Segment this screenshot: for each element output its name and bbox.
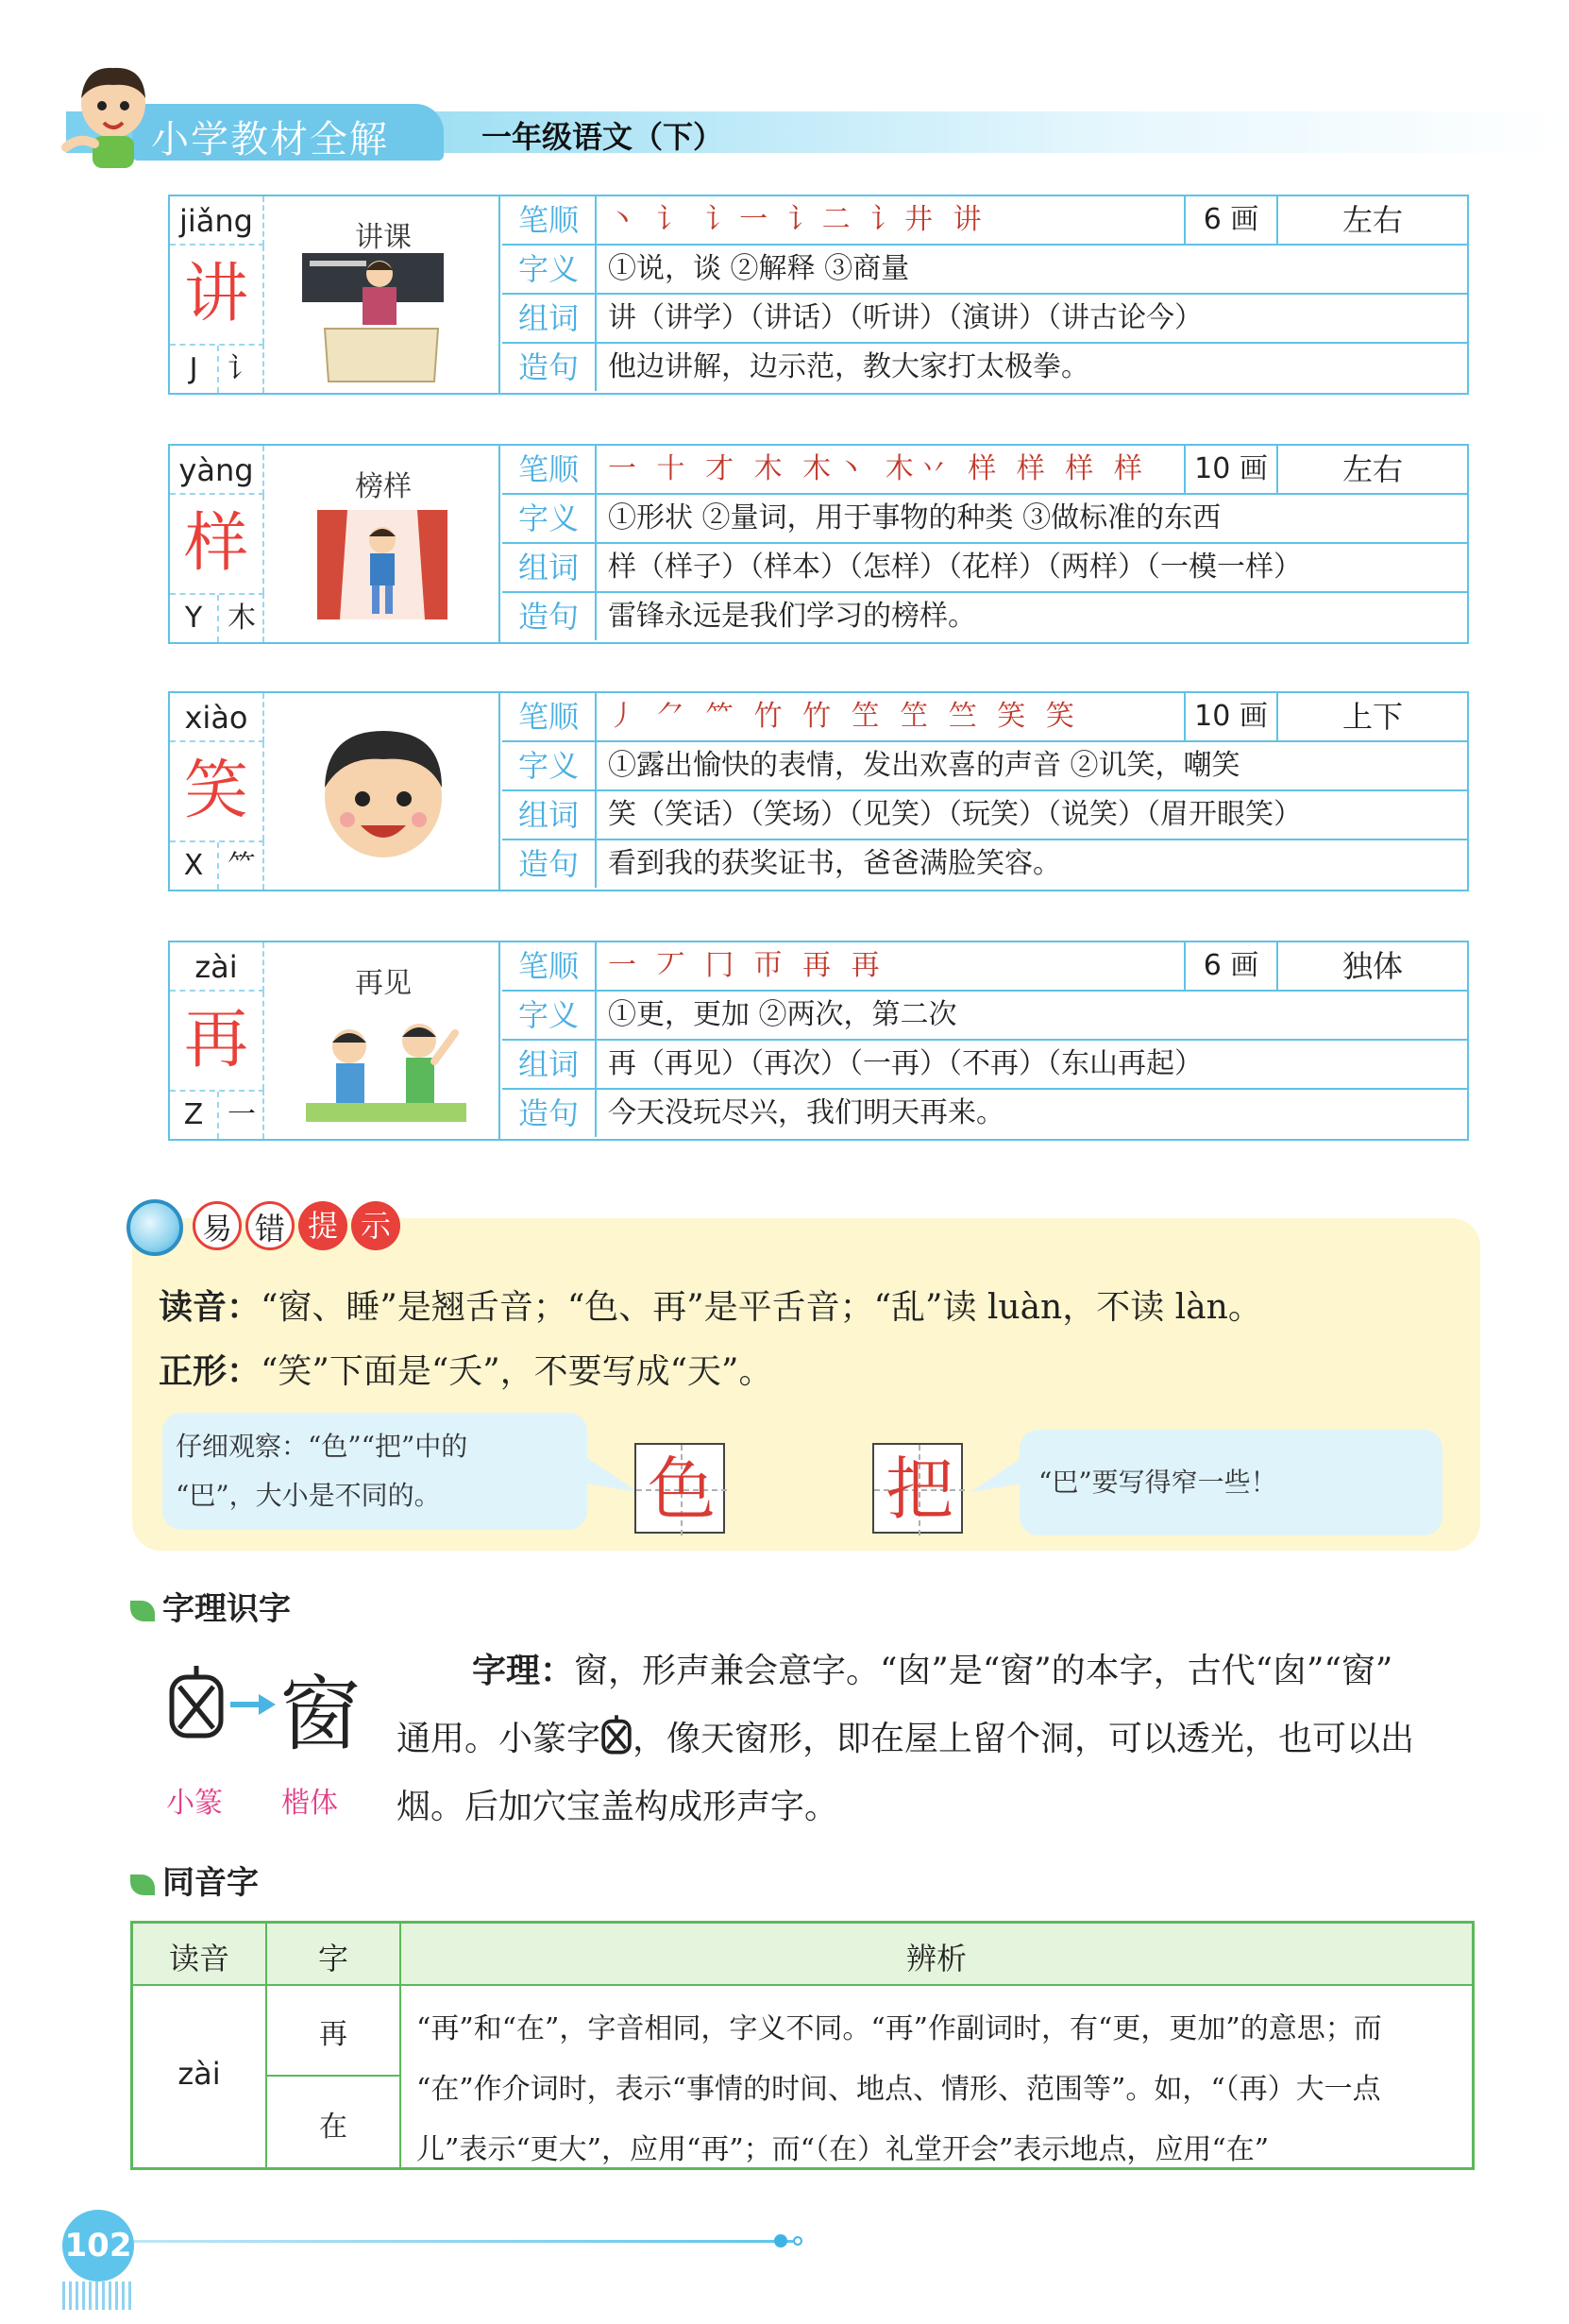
label-zuci: 组词 [502, 544, 597, 591]
pinyin: xiào [170, 693, 264, 742]
glyph-se: 色 [647, 1450, 716, 1529]
char-card-jiang [168, 195, 1469, 395]
stroke-count: 10 画 [1184, 446, 1278, 493]
radical: 木 [217, 595, 264, 642]
structure: 左右 [1341, 202, 1403, 238]
analysis-line-1: “再”和“在”，字音相同，字义不同。“再”作副词时，有“更，更加”的意思；而 [416, 2012, 1382, 2045]
character: 笑 [170, 742, 264, 840]
illustration-label: 讲课 [355, 221, 412, 254]
tips-label-2: 正形： [159, 1352, 262, 1391]
bubble-pointer-right [970, 1454, 1027, 1511]
header-pinyin: 读音 [168, 1941, 229, 1976]
words: 样（样子）（样本）（怎样）（花样）（两样）（一模一样） [608, 551, 1302, 584]
grade-title: 一年级语文（下） [481, 119, 724, 155]
zili-title: 字理识字 [162, 1590, 291, 1628]
label-zaoju: 造句 [502, 1090, 597, 1137]
section-homophone [130, 1857, 259, 1903]
cell-pinyin: zài [177, 2056, 221, 2092]
homophone-title: 同音字 [162, 1864, 259, 1902]
analysis-line-3: 儿”表示“更大”，应用“再”；而“（在）礼堂开会”表示地点，应用“在” [416, 2133, 1270, 2166]
pinyin: yàng [170, 446, 264, 495]
analysis-line-2: “在”作介词时，表示“事情的时间、地点、情形、范围等”。如，“（再）大一点 [416, 2073, 1381, 2106]
zili-line-2 [396, 1705, 1482, 1773]
initial-letter: Z [183, 1098, 204, 1131]
tips-text-2: “笑”下面是“夭”，不要写成“天”。 [261, 1352, 773, 1391]
glyph-box-ba [872, 1443, 963, 1534]
seal-label: 小篆 [166, 1787, 223, 1820]
label-bishun: 笔顺 [502, 693, 597, 740]
illustration-smile [268, 693, 498, 890]
label-zuci: 组词 [502, 295, 597, 342]
glyph-box-se [634, 1443, 725, 1534]
stroke-order: 丿 ⺈ ⺮ 竹 竹 笁 笁 竺 笑 笑 [608, 700, 1080, 733]
label-zaoju: 造句 [502, 840, 597, 888]
label-bishun: 笔顺 [502, 446, 597, 493]
tag-char-2: 错 [245, 1201, 295, 1250]
footer-line [132, 2240, 793, 2243]
words: 笑（笑话）（笑场）（见笑）（玩笑）（说笑）（眉开眼笑） [608, 798, 1302, 831]
stroke-count: 6 画 [1184, 196, 1278, 244]
structure: 独体 [1341, 948, 1403, 984]
words: 讲（讲学）（讲话）（听讲）（演讲）（讲古论今） [608, 301, 1203, 334]
tag-char-3: 提 [298, 1201, 347, 1250]
stroke-count: 10 画 [1184, 693, 1278, 740]
char-card-yang [168, 444, 1469, 644]
tips-tag [121, 1194, 423, 1262]
bubble-pointer-left [582, 1454, 638, 1511]
illustration-label: 榜样 [355, 470, 412, 503]
observe-line-2: “巴”，大小是不同的。 [176, 1480, 441, 1511]
header-analysis: 辨析 [905, 1941, 967, 1976]
structure: 上下 [1341, 699, 1403, 735]
radical: 讠 [217, 346, 264, 393]
label-ziyi: 字义 [502, 992, 597, 1039]
page-header [28, 57, 1548, 170]
label-zaoju: 造句 [502, 593, 597, 640]
magnifier-icon [127, 1199, 183, 1256]
char-card-xiao [168, 691, 1469, 891]
zili-line-1-text: 窗，形声兼会意字。“囱”是“窗”的本字，古代“囱”“窗” [574, 1652, 1393, 1690]
sentence: 雷锋永远是我们学习的榜样。 [608, 600, 976, 633]
sentence: 他边讲解，边示范，教大家打太极拳。 [608, 350, 1089, 383]
initial-letter: X [183, 849, 204, 882]
observe-line-1: 仔细观察：“色”“把”中的 [176, 1431, 468, 1462]
label-ziyi: 字义 [502, 495, 597, 542]
illustration-goodbye [268, 942, 498, 1139]
meaning: ①更，更加 ②两次，第二次 [608, 998, 957, 1031]
glyph-ba: 把 [885, 1450, 953, 1529]
meaning: ①露出愉快的表情，发出欢喜的声音 ②讥笑，嘲笑 [608, 749, 1240, 782]
meaning: ①形状 ②量词，用于事物的种类 ③做标准的东西 [608, 501, 1222, 534]
footer-dot-outline [793, 2236, 802, 2246]
stroke-order: 丶 讠 讠一 讠二 讠井 讲 [608, 203, 987, 236]
label-ziyi: 字义 [502, 742, 597, 789]
regular-label: 楷体 [281, 1787, 338, 1820]
zili-line-3: 烟。后加穴宝盖构成形声字。 [396, 1788, 839, 1826]
arrow-right-icon [230, 1690, 278, 1719]
char-card-zai [168, 941, 1469, 1141]
footer-hatch [62, 2282, 134, 2310]
pinyin: zài [170, 942, 264, 992]
cell-char-zai-again: 再 [319, 2018, 347, 2051]
label-bishun: 笔顺 [502, 942, 597, 990]
label-bishun: 笔顺 [502, 196, 597, 244]
homophone-table [130, 1921, 1475, 2170]
tips-label-1: 读音： [159, 1288, 262, 1327]
header-char: 字 [317, 1941, 348, 1976]
illustration-teacher [268, 196, 498, 393]
tag-char-1: 易 [193, 1201, 242, 1250]
seal-script-icon [166, 1664, 227, 1741]
character: 再 [170, 992, 264, 1090]
illustration-model [268, 446, 498, 642]
leaf-icon [130, 1874, 155, 1895]
narrow-bubble: “巴”要写得窄一些！ [1020, 1430, 1442, 1535]
structure: 左右 [1341, 451, 1403, 487]
pinyin: jiǎng [170, 196, 264, 246]
tips-pronunciation [159, 1281, 1262, 1329]
seal-script-inline-icon [600, 1714, 633, 1756]
character: 样 [170, 495, 264, 593]
footer-dot [774, 2234, 787, 2248]
stroke-order: 一 十 才 木 木丶 木丷 样 样 样 样 [608, 452, 1148, 485]
sentence: 看到我的获奖证书，爸爸满脸笑容。 [608, 847, 1061, 880]
section-zili [130, 1583, 291, 1629]
regular-char: 窗 [279, 1668, 361, 1762]
boy-mascot-icon [57, 57, 170, 170]
character: 讲 [170, 246, 264, 344]
leaf-icon [130, 1601, 155, 1621]
zili-line-1 [472, 1637, 1482, 1705]
words: 再（再见）（再次）（一再）（不再）（东山再起） [608, 1047, 1203, 1080]
label-zaoju: 造句 [502, 344, 597, 391]
tips-text-1: “窗、睡”是翘舌音；“色、再”是平舌音；“乱”读 luàn，不读 làn。 [261, 1288, 1262, 1327]
radical: 一 [217, 1092, 264, 1139]
sentence: 今天没玩尽兴，我们明天再来。 [608, 1096, 1004, 1129]
label-zuci: 组词 [502, 791, 597, 839]
zili-label: 字理： [472, 1652, 575, 1690]
zili-line-2b: ，像天窗形，即在屋上留个洞，可以透光，也可以出 [633, 1720, 1415, 1758]
tag-char-4: 示 [351, 1201, 400, 1250]
tips-form [159, 1345, 772, 1393]
meaning: ①说，谈 ②解释 ③商量 [608, 252, 910, 285]
stroke-count: 6 画 [1184, 942, 1278, 990]
zili-line-2a: 通用。小篆字 [396, 1720, 601, 1758]
smiling-boy-icon [268, 693, 498, 890]
cell-char-zai-at: 在 [319, 2111, 347, 2144]
page-number: 102 [62, 2210, 134, 2282]
stroke-order: 一 丆 冂 帀 再 再 [608, 949, 886, 982]
radical: ⺮ [217, 842, 264, 890]
initial-letter: Y [184, 602, 203, 635]
label-zuci: 组词 [502, 1041, 597, 1088]
illustration-label: 再见 [355, 967, 412, 1000]
label-ziyi: 字义 [502, 246, 597, 293]
observe-bubble [162, 1413, 587, 1530]
initial-letter: J [189, 352, 198, 385]
cell-analysis [416, 1999, 1464, 2180]
book-title: 小学教材全解 [151, 118, 389, 161]
